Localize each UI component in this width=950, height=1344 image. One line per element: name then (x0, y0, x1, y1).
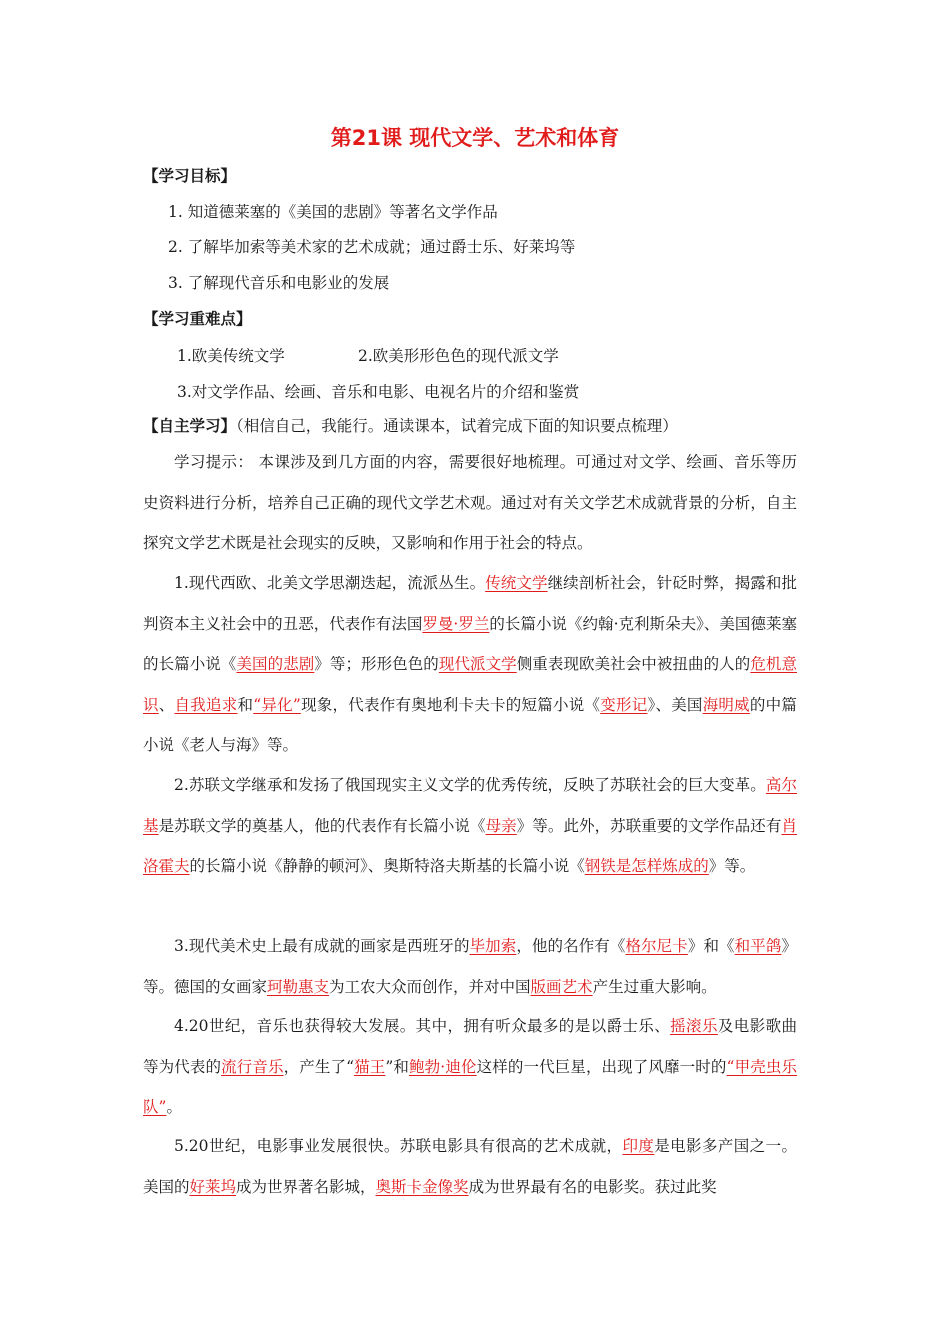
key-point-3: 3.对文学作品、绘画、音乐和电影、电视名片的介绍和鉴赏 (177, 383, 580, 401)
answer-blank: “甲壳虫乐队” (143, 1057, 797, 1117)
answer-blank: 版画艺术 (530, 977, 593, 996)
key-point-2: 2.欧美形形色色的现代派文学 (358, 347, 559, 365)
key-point-1: 1.欧美传统文学 (177, 347, 285, 365)
answer-blank: 好莱坞 (189, 1177, 237, 1196)
answer-blank: 奥斯卡金像奖 (375, 1177, 469, 1196)
answer-blank: 传统文学 (485, 574, 548, 592)
answer-blank: 高尔基 (143, 776, 797, 835)
answer-blank: 毕加索 (469, 937, 517, 955)
study-hint-paragraph: 学习提示： 本课涉及到几方面的内容，需要很好地梳理。可通过对文学、绘画、音乐等历史资料进行分析，培养自己正确的现代文学艺术观。通过对有关文学艺术成就背景的分析，自主探究文学艺术既是社会现实的反映，又影响和作用于社会的特点。 (143, 453, 797, 553)
paragraph-western-literature: 1.现代西欧、北美文学思潮迭起，流派丛生。传统文学继续剖析社会，针砭时弊，揭露和批判资本主义社会中的丑恶，代表作有法国罗曼·罗兰的长篇小说《约翰·克利斯朵夫》、美国德莱塞的长篇小说《美国的悲剧》等；形形色色的现代派文学侧重表现欧美社会中被扭曲的人的危机意识、自我追求和“异化”现象，代表作有奥地利卡夫卡的短篇小说《变形记》、美国海明威的中篇小说《老人与海》等。 (143, 574, 797, 755)
answer-blank: 母亲 (485, 816, 517, 835)
answer-blank: 海明威 (702, 695, 750, 714)
answer-blank: 印度 (622, 1137, 655, 1155)
answer-blank: 猫王 (354, 1057, 386, 1076)
answer-blank: 鲍勃·迪伦 (409, 1057, 477, 1076)
answer-blank: “异化” (253, 695, 301, 714)
paragraph-film: 5.20世纪，电影事业发展很快。苏联电影具有很高的艺术成就，印度是电影多产国之一。美国的好莱坞成为世界著名影城，奥斯卡金像奖成为世界最有名的电影奖。获过此奖 (143, 1137, 797, 1196)
answer-blank: 美国的悲剧 (236, 655, 315, 674)
answer-blank: 珂勒惠支 (267, 977, 330, 996)
self-study-header (143, 414, 678, 436)
goal-item-1: 1. 知道德莱塞的《美国的悲剧》等著名文学作品 (168, 203, 498, 221)
paragraph-music: 4.20世纪，音乐也获得较大发展。其中，拥有听众最多的是以爵士乐、摇滚乐及电影歌曲等为代表的流行音乐，产生了“猫王”和鲍勃·迪伦这样的一代巨星，出现了风靡一时的“甲壳虫乐队”。 (143, 1017, 797, 1117)
answer-blank: 罗曼·罗兰 (422, 614, 490, 633)
answer-blank: 变形记 (600, 695, 648, 714)
answer-blank: 流行音乐 (221, 1057, 284, 1076)
answer-blank: 钢铁是怎样炼成的 (584, 857, 709, 876)
answer-blank: 现代派文学 (438, 655, 517, 674)
answer-blank: 危机意识 (143, 655, 797, 714)
goal-item-3: 3. 了解现代音乐和电影业的发展 (168, 274, 390, 292)
answer-blank: 肖洛霍夫 (143, 816, 797, 876)
self-study-note: （相信自己，我能行。通读课本，试着完成下面的知识要点梳理） (236, 417, 678, 435)
goal-item-2: 2. 了解毕加索等美术家的艺术成就；通过爵士乐、好莱坞等 (168, 238, 576, 256)
key-points-heading: 【学习重难点】 (143, 310, 252, 328)
answer-blank: 和平鸽 (734, 937, 782, 955)
paragraph-modern-art: 3.现代美术史上最有成就的画家是西班牙的毕加索，他的名作有《格尔尼卡》和《和平鸽》等。德国的女画家珂勒惠支为工农大众而创作，并对中国版画艺术产生过重大影响。 (143, 937, 797, 996)
answer-blank: 摇滚乐 (670, 1017, 718, 1035)
page-title: 第21课 现代文学、艺术和体育 (330, 126, 620, 150)
self-study-heading: 【自主学习】 (143, 417, 237, 435)
learning-goals-heading: 【学习目标】 (143, 167, 237, 185)
paragraph-soviet-literature: 2.苏联文学继承和发扬了俄国现实主义文学的优秀传统，反映了苏联社会的巨大变革。高尔基是苏联文学的奠基人，他的代表作有长篇小说《母亲》等。此外，苏联重要的文学作品还有肖洛霍夫的长篇小说《静静的顿河》、奥斯特洛夫斯基的长篇小说《钢铁是怎样炼成的》等。 (143, 776, 797, 876)
answer-blank: 格尔尼卡 (625, 937, 688, 955)
answer-blank: 自我追求 (174, 695, 238, 714)
